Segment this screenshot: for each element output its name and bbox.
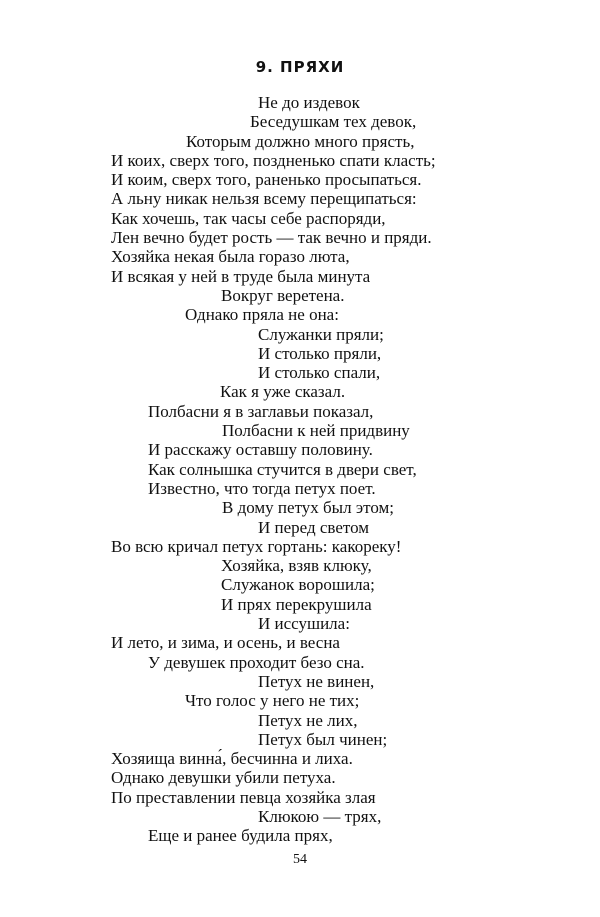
poem-line: А льну никак нельзя всему перещипаться:	[111, 189, 417, 209]
poem-line: И столько пряли,	[258, 343, 382, 363]
poem-line: И лето, и зима, и осень, и весна	[111, 633, 340, 653]
poem-line: Служанок ворошила;	[221, 575, 375, 595]
poem-line: Как солнышка стучится в двери свет,	[148, 459, 417, 479]
poem-line: И прях перекрушила	[221, 594, 372, 614]
poem-line: Которым должно много прясть,	[186, 131, 415, 151]
poem-line: Петух не лих,	[258, 710, 358, 730]
poem-line: Хозяйка некая была горазо люта,	[111, 247, 350, 267]
poem-line: И коим, сверх того, раненько просыпаться.	[111, 170, 422, 190]
poem-line: Петух был чинен;	[258, 729, 388, 749]
poem-line: И коих, сверх того, поздненько спати класть;	[111, 150, 436, 170]
poem-line: И иссушила:	[258, 614, 350, 634]
poem-line: Полбасни к ней придвину	[222, 421, 410, 441]
poem-line: Хозяища винна́, бесчинна и лиха.	[111, 749, 353, 769]
poem-line: У девушек проходит безо сна.	[148, 652, 365, 672]
poem-line: Петух не винен,	[258, 671, 375, 691]
poem-line: Известно, что тогда петух поет.	[148, 478, 376, 498]
poem-line: И перед светом	[258, 517, 370, 537]
poem-line: Еще и ранее будила прях,	[148, 826, 333, 846]
poem-line: Лен вечно будет рость — так вечно и пряди.	[111, 228, 432, 248]
poem-line: Клюкою — трях,	[258, 806, 382, 826]
poem-line: Служанки пряли;	[258, 324, 384, 344]
poem-line: Однако пряла не она:	[185, 305, 339, 325]
poem-line: Однако девушки убили петуха.	[111, 768, 336, 788]
poem-line: Как я уже сказал.	[220, 382, 346, 402]
poem-line: И всякая у ней в труде была минута	[111, 266, 371, 286]
poem-line: Полбасни я в заглавьи показал,	[148, 401, 374, 421]
poem-line: Не до издевок	[258, 93, 360, 112]
poem-line: И расскажу оставшу половину.	[148, 440, 373, 460]
poem-line: В дому петух был этом;	[222, 498, 394, 518]
page-number: 54	[293, 852, 307, 867]
poem-line: Как хочешь, так часы себе распоряди,	[111, 208, 386, 228]
poem-line: И столько спали,	[258, 363, 381, 383]
poem-line: Беседушкам тех девок,	[250, 112, 417, 132]
poem-line: Что голос у него не тих;	[185, 691, 360, 711]
poem-line: Во всю кричал петух гортань: какореку!	[111, 536, 402, 556]
poem-body	[0, 93, 600, 846]
poem-title: 9. ПРЯХИ	[255, 58, 345, 76]
poem-line: По преставлении певца хозяйка злая	[111, 787, 376, 807]
poem-line: Хозяйка, взяв клюку,	[221, 556, 372, 576]
poem-line: Вокруг веретена.	[221, 285, 345, 305]
